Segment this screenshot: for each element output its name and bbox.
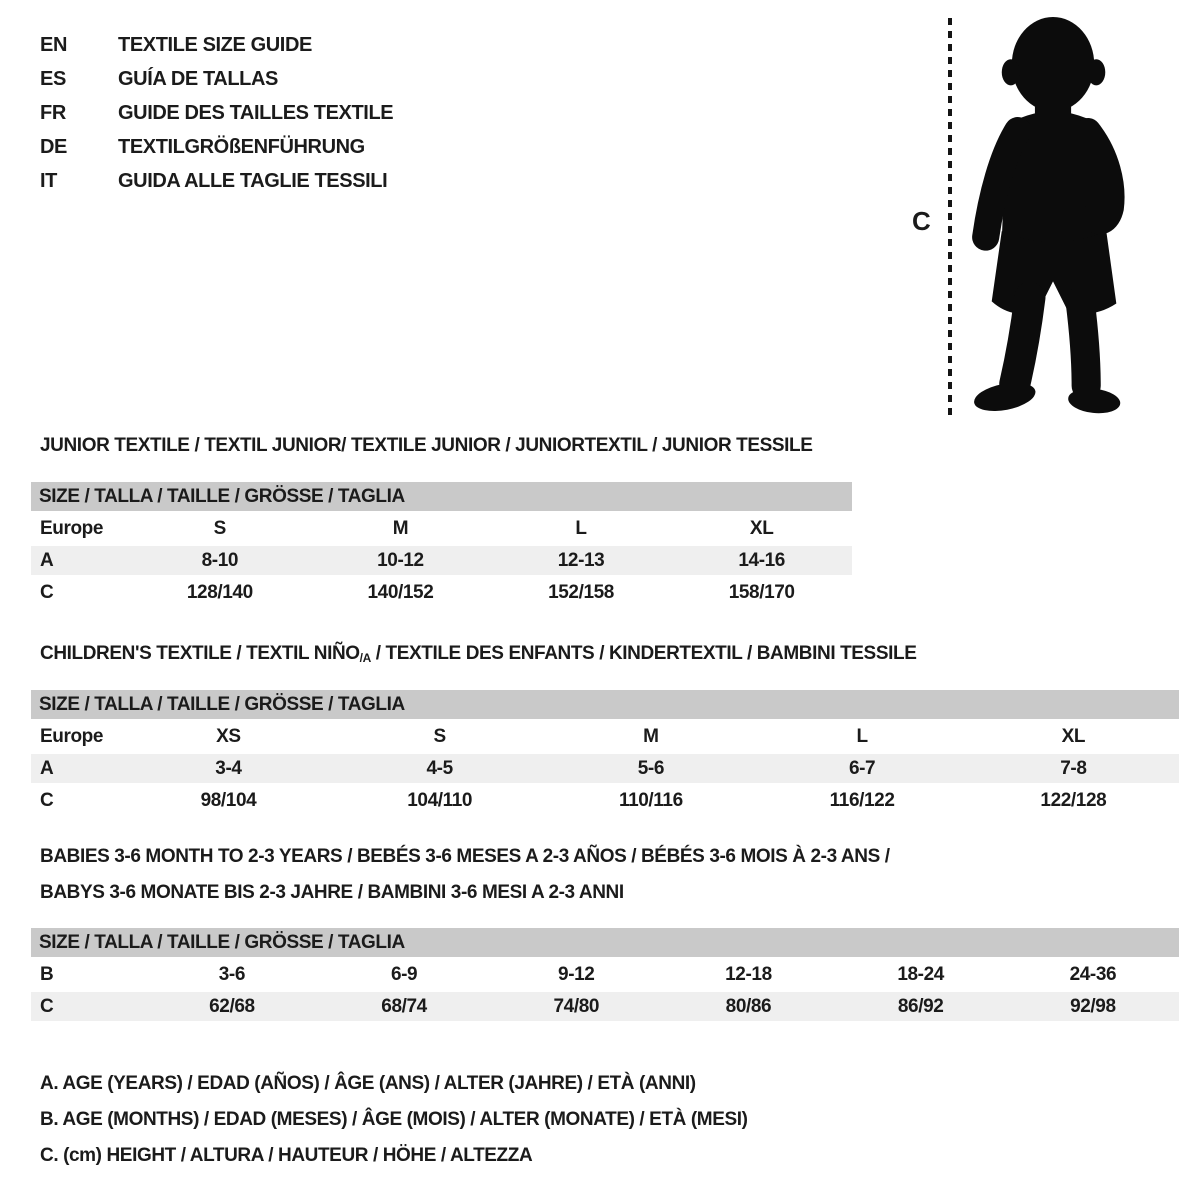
language-row-it bbox=[40, 164, 393, 198]
junior-row-europe bbox=[31, 514, 852, 543]
table-cell: 4-5 bbox=[334, 754, 545, 783]
height-measure-label: C bbox=[912, 206, 931, 236]
junior-row-age bbox=[31, 546, 852, 575]
row-label-cell: B bbox=[31, 960, 146, 989]
children-title-post: / TEXTILE DES ENFANTS / KINDERTEXTIL / BAMBINI TESSILE bbox=[370, 643, 917, 664]
table-cell: 158/170 bbox=[671, 578, 852, 607]
table-cell: 152/158 bbox=[491, 578, 672, 607]
table-cell: S bbox=[130, 514, 311, 543]
language-header bbox=[40, 28, 393, 198]
language-code: FR bbox=[40, 101, 66, 124]
table-cell: 98/104 bbox=[123, 786, 334, 815]
language-label: TEXTILGRÖßENFÜHRUNG bbox=[118, 135, 365, 158]
children-row-age bbox=[31, 754, 1179, 783]
children-section-title bbox=[40, 643, 916, 669]
table-cell: 18-24 bbox=[835, 960, 1007, 989]
table-cell: XL bbox=[671, 514, 852, 543]
table-cell: 74/80 bbox=[490, 992, 662, 1021]
language-row-en bbox=[40, 28, 393, 62]
children-table-size-header: SIZE / TALLA / TAILLE / GRÖSSE / TAGLIA bbox=[31, 690, 1179, 719]
children-title-pre: CHILDREN'S TEXTILE / TEXTIL NIÑO bbox=[40, 643, 360, 664]
language-code: IT bbox=[40, 169, 57, 192]
table-cell: 86/92 bbox=[835, 992, 1007, 1021]
footnote-height-cm: C. (cm) HEIGHT / ALTURA / HAUTEUR / HÖHE / ALTEZZA bbox=[40, 1145, 533, 1166]
table-cell: 68/74 bbox=[318, 992, 490, 1021]
row-label-cell: C bbox=[31, 578, 130, 607]
table-cell: 104/110 bbox=[334, 786, 545, 815]
junior-row-height bbox=[31, 578, 852, 607]
junior-table-size-header: SIZE / TALLA / TAILLE / GRÖSSE / TAGLIA bbox=[31, 482, 852, 511]
babies-section-title-line1: BABIES 3-6 MONTH TO 2-3 YEARS / BEBÉS 3-6 MESES A 2-3 AÑOS / BÉBÉS 3-6 MOIS À 2-3 ANS / bbox=[40, 846, 890, 867]
language-label: GUÍA DE TALLAS bbox=[118, 67, 278, 90]
table-cell: 140/152 bbox=[310, 578, 491, 607]
table-cell: 6-9 bbox=[318, 960, 490, 989]
language-code: ES bbox=[40, 67, 66, 90]
table-cell: 9-12 bbox=[490, 960, 662, 989]
table-cell: S bbox=[334, 722, 545, 751]
row-label-cell: A bbox=[31, 754, 123, 783]
babies-size-table bbox=[31, 928, 1179, 1024]
row-label-cell: A bbox=[31, 546, 130, 575]
table-cell: 7-8 bbox=[968, 754, 1179, 783]
footnote-age-months: B. AGE (MONTHS) / EDAD (MESES) / ÂGE (MOIS) / ALTER (MONATE) / ETÀ (MESI) bbox=[40, 1109, 748, 1130]
row-label-cell: Europe bbox=[31, 514, 130, 543]
junior-table bbox=[31, 511, 852, 610]
language-row-de bbox=[40, 130, 393, 164]
table-cell: 5-6 bbox=[545, 754, 756, 783]
table-cell: 122/128 bbox=[968, 786, 1179, 815]
table-cell: M bbox=[310, 514, 491, 543]
toddler-silhouette-icon bbox=[962, 14, 1138, 416]
table-cell: 3-4 bbox=[123, 754, 334, 783]
table-cell: XS bbox=[123, 722, 334, 751]
table-cell: M bbox=[545, 722, 756, 751]
footnote-age-years: A. AGE (YEARS) / EDAD (AÑOS) / ÂGE (ANS) / ALTER (JAHRE) / ETÀ (ANNI) bbox=[40, 1073, 696, 1094]
table-cell: 116/122 bbox=[756, 786, 967, 815]
babies-table bbox=[31, 957, 1179, 1024]
language-row-es bbox=[40, 62, 393, 96]
table-cell: 10-12 bbox=[310, 546, 491, 575]
language-code: EN bbox=[40, 33, 67, 56]
junior-section-title: JUNIOR TEXTILE / TEXTIL JUNIOR/ TEXTILE JUNIOR / JUNIORTEXTIL / JUNIOR TESSILE bbox=[40, 435, 813, 456]
babies-table-size-header: SIZE / TALLA / TAILLE / GRÖSSE / TAGLIA bbox=[31, 928, 1179, 957]
junior-size-table bbox=[31, 482, 852, 610]
table-cell: 128/140 bbox=[130, 578, 311, 607]
language-code: DE bbox=[40, 135, 67, 158]
table-cell: 12-13 bbox=[491, 546, 672, 575]
table-cell: 24-36 bbox=[1007, 960, 1179, 989]
children-title-sub: /A bbox=[359, 651, 371, 665]
table-cell: 110/116 bbox=[545, 786, 756, 815]
row-label-cell: Europe bbox=[31, 722, 123, 751]
footnotes bbox=[40, 1066, 748, 1174]
babies-row-months bbox=[31, 960, 1179, 989]
table-cell: 92/98 bbox=[1007, 992, 1179, 1021]
children-row-height bbox=[31, 786, 1179, 815]
children-table bbox=[31, 719, 1179, 818]
height-measure-figure bbox=[900, 0, 1150, 430]
children-row-europe bbox=[31, 722, 1179, 751]
babies-section-title-line2: BABYS 3-6 MONATE BIS 2-3 JAHRE / BAMBINI 3-6 MESI A 2-3 ANNI bbox=[40, 882, 624, 903]
language-label: GUIDA ALLE TAGLIE TESSILI bbox=[118, 169, 388, 192]
table-cell: 6-7 bbox=[756, 754, 967, 783]
children-size-table bbox=[31, 690, 1179, 818]
row-label-cell: C bbox=[31, 992, 146, 1021]
babies-row-height bbox=[31, 992, 1179, 1021]
table-cell: L bbox=[491, 514, 672, 543]
table-cell: L bbox=[756, 722, 967, 751]
table-cell: 80/86 bbox=[662, 992, 834, 1021]
height-dashed-line bbox=[946, 18, 954, 416]
table-cell: 12-18 bbox=[662, 960, 834, 989]
row-label-cell: C bbox=[31, 786, 123, 815]
table-cell: 3-6 bbox=[146, 960, 318, 989]
table-cell: 8-10 bbox=[130, 546, 311, 575]
table-cell: 14-16 bbox=[671, 546, 852, 575]
language-label: TEXTILE SIZE GUIDE bbox=[118, 33, 312, 56]
table-cell: 62/68 bbox=[146, 992, 318, 1021]
language-label: GUIDE DES TAILLES TEXTILE bbox=[118, 101, 394, 124]
table-cell: XL bbox=[968, 722, 1179, 751]
language-row-fr bbox=[40, 96, 393, 130]
